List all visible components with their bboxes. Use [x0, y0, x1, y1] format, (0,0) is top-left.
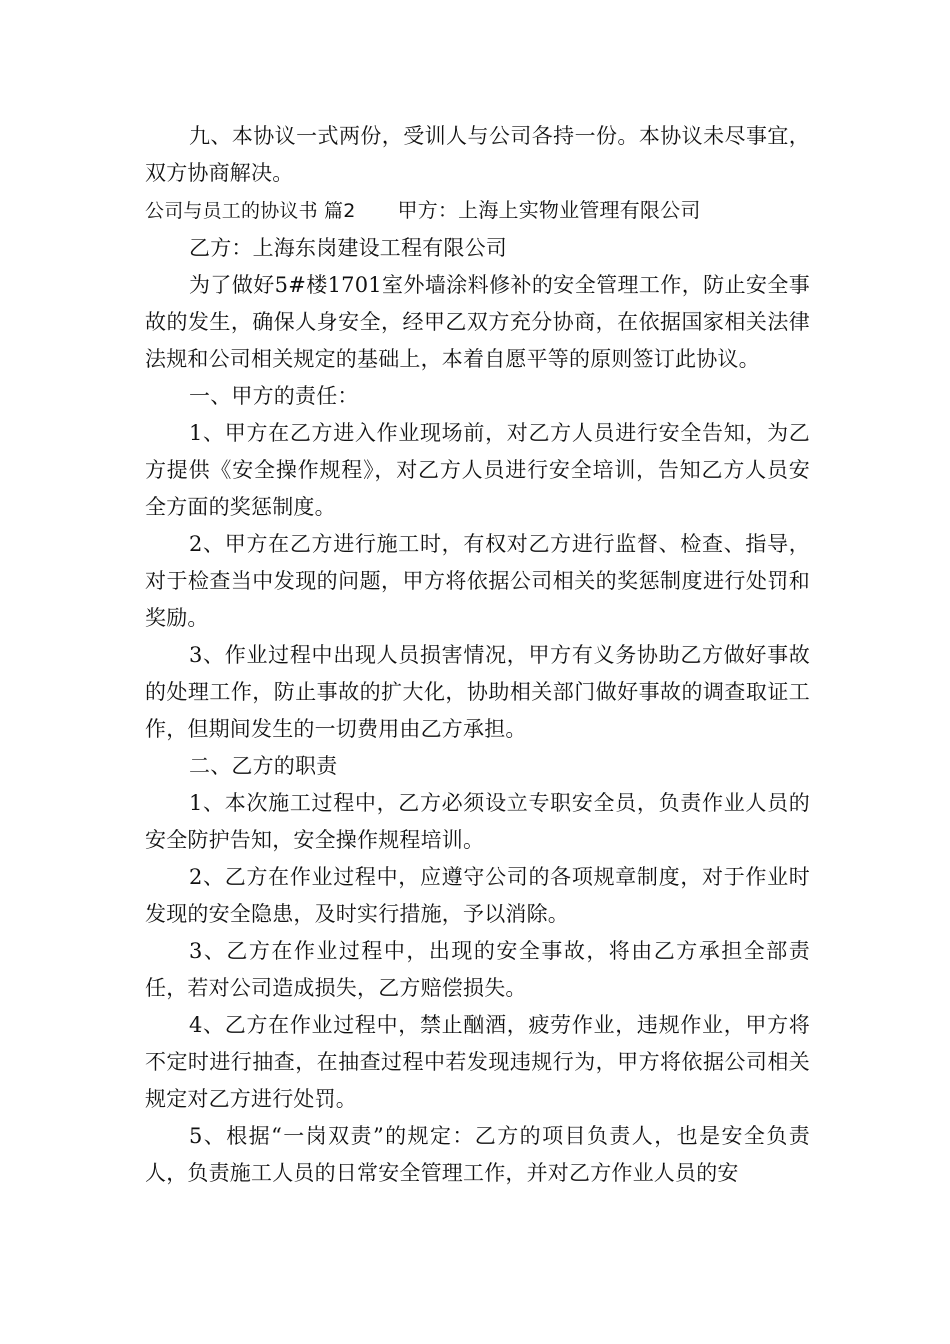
paragraph-preamble: 为了做好5#楼1701室外墙涂料修补的安全管理工作，防止安全事故的发生，确保人身安全，经甲乙双方充分协商，在依据国家相关法律法规和公司相关规定的基础上，本着自愿平等的原则签订此协议。: [145, 273, 810, 371]
document-body: [145, 118, 810, 1192]
heading-party-a-duties: 一、甲方的责任：: [189, 384, 359, 408]
paragraph-b-3: 3、乙方在作业过程中，出现的安全事故，将由乙方承担全部责任，若对公司造成损失，乙方赔偿损失。: [145, 939, 810, 1000]
paragraph-b-1: 1、本次施工过程中，乙方必须设立专职安全员，负责作业人员的安全防护告知，安全操作规程培训。: [145, 791, 810, 852]
paragraph-a-3: 3、作业过程中出现人员损害情况，甲方有义务协助乙方做好事故的处理工作，防止事故的扩大化，协助相关部门做好事故的调查取证工作，但期间发生的一切费用由乙方承担。: [145, 643, 810, 741]
party-b-line: 乙方：上海东岗建设工程有限公司: [189, 236, 507, 260]
paragraph-b-2: 2、乙方在作业过程中，应遵守公司的各项规章制度，对于作业时发现的安全隐患，及时实行措施，予以消除。: [145, 865, 810, 926]
paragraph-b-4: 4、乙方在作业过程中，禁止酗酒，疲劳作业，违规作业，甲方将不定时进行抽查，在抽查过程中若发现违规行为，甲方将依据公司相关规定对乙方进行处罚。: [145, 1013, 810, 1111]
paragraph-article-9: 九、本协议一式两份，受训人与公司各持一份。本协议未尽事宜，双方协商解决。: [145, 124, 810, 185]
paragraph-a-1: 1、甲方在乙方进入作业现场前，对乙方人员进行安全告知，为乙方提供《安全操作规程》，对乙方人员进行安全培训，告知乙方人员安全方面的奖惩制度。: [145, 421, 810, 519]
heading-party-b-duties: 二、乙方的职责: [189, 754, 338, 778]
paragraph-a-2: 2、甲方在乙方进行施工时，有权对乙方进行监督、检查、指导，对于检查当中发现的问题，甲方将依据公司相关的奖惩制度进行处罚和奖励。: [145, 532, 810, 630]
section-heading: [145, 192, 810, 230]
party-a-line: 甲方：上海上实物业管理有限公司: [397, 198, 701, 222]
section-title: 公司与员工的协议书 篇2: [145, 200, 356, 222]
paragraph-b-5: 5、根据“一岗双责”的规定：乙方的项目负责人，也是安全负责人，负责施工人员的日常安全管理工作，并对乙方作业人员的安: [145, 1124, 810, 1185]
